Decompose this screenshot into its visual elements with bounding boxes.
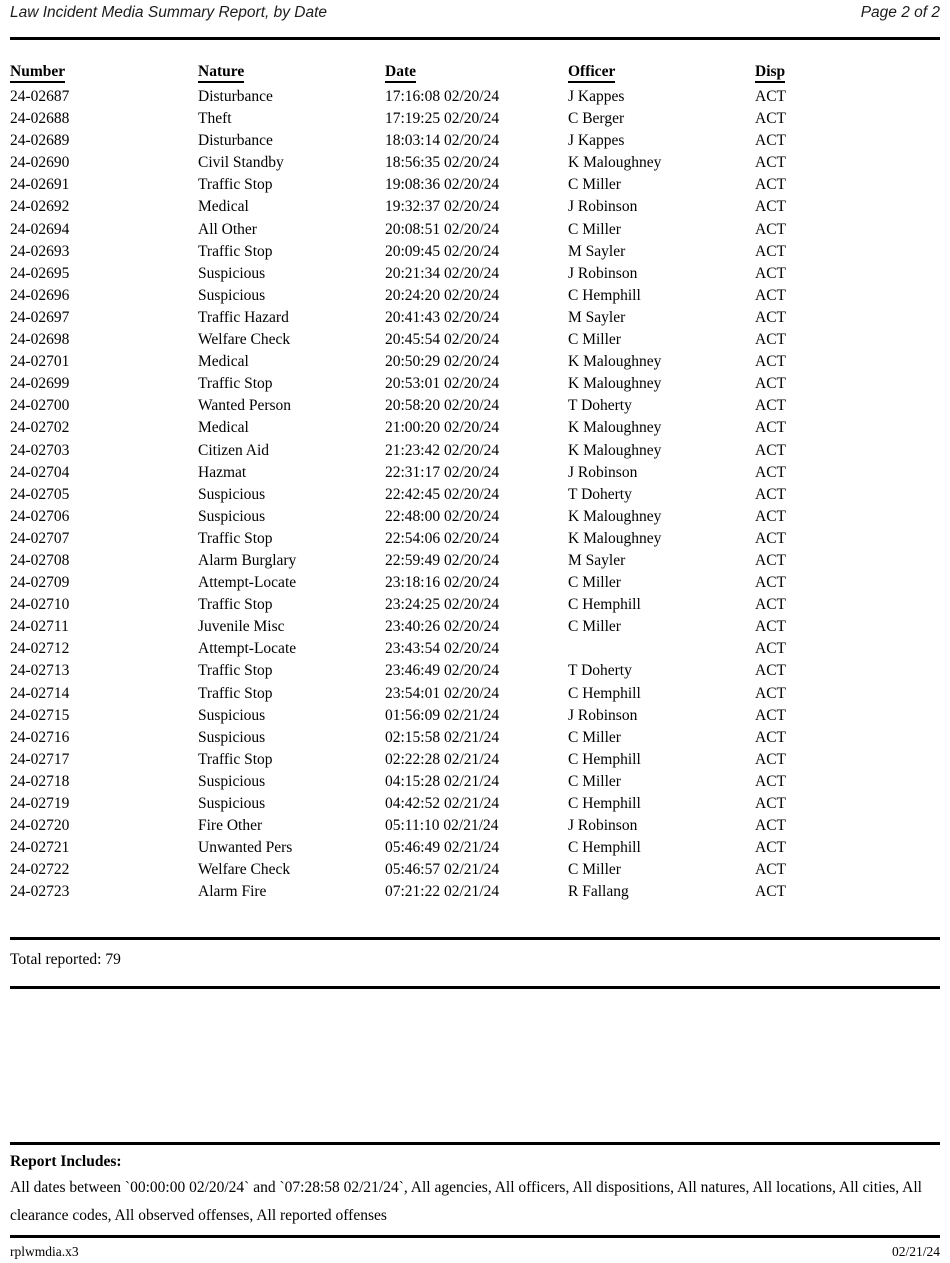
- table-row: [10, 108, 940, 130]
- cell-officer: K Maloughney: [568, 375, 662, 393]
- cell-date: 07:21:22 02/21/24: [385, 883, 500, 901]
- table-row: [10, 815, 940, 837]
- cell-disposition: ACT: [755, 397, 786, 415]
- cell-date: 22:59:49 02/20/24: [385, 551, 500, 569]
- cell-officer: C Miller: [568, 772, 621, 790]
- footer-date: 02/21/24: [891, 1244, 940, 1259]
- cell-date: 23:40:26 02/20/24: [385, 618, 500, 636]
- cell-disposition: ACT: [755, 485, 786, 503]
- report-includes-section: [10, 1153, 938, 1229]
- cell-nature: Juvenile Misc: [198, 618, 285, 636]
- cell-disposition: ACT: [755, 728, 786, 746]
- cell-disposition: ACT: [755, 551, 786, 569]
- cell-incident-number: 24-02702: [10, 419, 70, 437]
- cell-nature: Welfare Check: [198, 331, 291, 349]
- table-row: [10, 859, 940, 881]
- cell-nature: Alarm Fire: [198, 883, 267, 901]
- cell-nature: Disturbance: [198, 88, 273, 105]
- cell-disposition: ACT: [755, 463, 786, 481]
- cell-officer: C Hemphill: [568, 750, 641, 768]
- cell-date: 02:22:28 02/21/24: [385, 750, 500, 768]
- cell-date: 23:24:25 02/20/24: [385, 596, 500, 614]
- cell-incident-number: 24-02703: [10, 441, 70, 459]
- cell-disposition: ACT: [755, 750, 786, 768]
- cell-date: 05:11:10 02/21/24: [385, 817, 499, 835]
- footer-report-id: rplwmdia.x3: [10, 1244, 79, 1259]
- cell-incident-number: 24-02691: [10, 176, 70, 194]
- cell-date: 21:23:42 02/20/24: [385, 441, 500, 459]
- cell-incident-number: 24-02708: [10, 551, 70, 569]
- table-row: [10, 771, 940, 793]
- cell-date: 02:15:58 02/21/24: [385, 728, 500, 746]
- cell-date: 20:58:20 02/20/24: [385, 397, 500, 415]
- cell-nature: Suspicious: [198, 507, 266, 525]
- cell-incident-number: 24-02699: [10, 375, 70, 393]
- report-title: Law Incident Media Summary Report, by Date: [10, 4, 328, 21]
- table-row: [10, 285, 940, 307]
- cell-date: 23:46:49 02/20/24: [385, 662, 500, 680]
- cell-nature: Traffic Stop: [198, 176, 273, 194]
- table-row: [10, 528, 940, 550]
- cell-date: 19:32:37 02/20/24: [385, 198, 500, 216]
- cell-disposition: ACT: [755, 242, 786, 260]
- cell-officer: C Hemphill: [568, 795, 641, 812]
- cell-date: 23:18:16 02/20/24: [385, 574, 500, 592]
- cell-nature: Hazmat: [198, 463, 247, 481]
- cell-nature: Attempt-Locate: [198, 574, 297, 592]
- cell-nature: Suspicious: [198, 706, 266, 724]
- column-header-date: Date: [385, 63, 568, 86]
- cell-date: 17:19:25 02/20/24: [385, 110, 500, 128]
- cell-disposition: ACT: [755, 706, 786, 724]
- cell-officer: K Maloughney: [568, 419, 662, 437]
- cell-date: 04:15:28 02/21/24: [385, 772, 500, 790]
- cell-incident-number: 24-02706: [10, 507, 70, 525]
- cell-officer: C Berger: [568, 110, 625, 128]
- includes-divider: [10, 1142, 940, 1145]
- table-row: [10, 484, 940, 506]
- cell-date: 20:08:51 02/20/24: [385, 220, 500, 238]
- cell-officer: K Maloughney: [568, 529, 662, 547]
- cell-incident-number: 24-02704: [10, 463, 70, 481]
- cell-incident-number: 24-02690: [10, 154, 70, 172]
- cell-officer: J Robinson: [568, 264, 638, 282]
- cell-incident-number: 24-02696: [10, 286, 70, 304]
- cell-officer: T Doherty: [568, 485, 632, 503]
- cell-incident-number: 24-02722: [10, 861, 70, 879]
- cell-disposition: ACT: [755, 154, 786, 172]
- cell-nature: Medical: [198, 198, 249, 216]
- report-footer: [10, 1244, 940, 1260]
- cell-officer: C Hemphill: [568, 839, 641, 857]
- cell-officer: C Miller: [568, 618, 621, 636]
- report-includes-body: All dates between `00:00:00 02/20/24` and `07:28:58 02/21/24`, All agencies, All officers, All dispositions, All natures, All locations, All cities, All clearance codes, All observed offenses, All reported offenses: [10, 1179, 922, 1224]
- cell-disposition: ACT: [755, 839, 786, 857]
- cell-incident-number: 24-02713: [10, 662, 70, 680]
- cell-officer: M Sayler: [568, 242, 626, 260]
- cell-disposition: ACT: [755, 375, 786, 393]
- table-row: [10, 705, 940, 727]
- cell-incident-number: 24-02720: [10, 817, 70, 835]
- incident-table: [10, 63, 940, 903]
- table-row: [10, 196, 940, 218]
- cell-disposition: ACT: [755, 198, 786, 216]
- cell-date: 20:41:43 02/20/24: [385, 308, 500, 326]
- footer-divider: [10, 1235, 940, 1238]
- table-row: [10, 219, 940, 241]
- cell-incident-number: 24-02688: [10, 110, 70, 128]
- cell-nature: Suspicious: [198, 772, 266, 790]
- cell-date: 20:24:20 02/20/24: [385, 286, 500, 304]
- table-row: [10, 881, 940, 903]
- cell-disposition: ACT: [755, 662, 786, 680]
- cell-officer: C Miller: [568, 220, 621, 238]
- cell-disposition: ACT: [755, 308, 786, 326]
- table-row: [10, 727, 940, 749]
- cell-nature: Fire Other: [198, 817, 263, 835]
- column-header-officer: Officer: [568, 63, 755, 86]
- cell-officer: T Doherty: [568, 662, 632, 680]
- cell-incident-number: 24-02718: [10, 772, 70, 790]
- table-row: [10, 440, 940, 462]
- cell-disposition: ACT: [755, 883, 786, 901]
- cell-nature: Suspicious: [198, 286, 266, 304]
- cell-date: 17:16:08 02/20/24: [385, 88, 500, 105]
- total-divider-top: [10, 937, 940, 940]
- report-includes-heading: Report Includes:: [10, 1153, 122, 1170]
- table-row: [10, 417, 940, 439]
- cell-date: 21:00:20 02/20/24: [385, 419, 500, 437]
- cell-date: 22:42:45 02/20/24: [385, 485, 500, 503]
- cell-incident-number: 24-02697: [10, 308, 70, 326]
- cell-disposition: ACT: [755, 529, 786, 547]
- cell-disposition: ACT: [755, 132, 786, 150]
- table-row: [10, 594, 940, 616]
- table-row: [10, 395, 940, 417]
- cell-officer: R Fallang: [568, 883, 629, 901]
- cell-officer: K Maloughney: [568, 441, 662, 459]
- cell-disposition: ACT: [755, 640, 786, 658]
- table-row: [10, 329, 940, 351]
- cell-nature: Traffic Stop: [198, 375, 273, 393]
- cell-date: 04:42:52 02/21/24: [385, 795, 500, 812]
- cell-date: 22:31:17 02/20/24: [385, 463, 500, 481]
- cell-incident-number: 24-02709: [10, 574, 70, 592]
- cell-date: 23:43:54 02/20/24: [385, 640, 500, 658]
- cell-incident-number: 24-02710: [10, 596, 70, 614]
- cell-incident-number: 24-02700: [10, 397, 70, 415]
- cell-officer: C Miller: [568, 331, 621, 349]
- cell-nature: Wanted Person: [198, 397, 292, 415]
- cell-disposition: ACT: [755, 419, 786, 437]
- cell-officer: C Miller: [568, 176, 621, 194]
- cell-incident-number: 24-02695: [10, 264, 70, 282]
- cell-officer: C Miller: [568, 728, 621, 746]
- cell-disposition: ACT: [755, 795, 786, 812]
- cell-officer: J Kappes: [568, 132, 625, 150]
- page-indicator: Page 2 of 2: [860, 4, 940, 21]
- cell-officer: K Maloughney: [568, 507, 662, 525]
- cell-incident-number: 24-02715: [10, 706, 70, 724]
- table-row: [10, 572, 940, 594]
- cell-nature: Citizen Aid: [198, 441, 270, 459]
- report-header: [10, 4, 940, 22]
- cell-date: 22:54:06 02/20/24: [385, 529, 500, 547]
- cell-incident-number: 24-02701: [10, 353, 70, 371]
- cell-disposition: ACT: [755, 618, 786, 636]
- table-row: [10, 749, 940, 771]
- cell-nature: Traffic Hazard: [198, 308, 289, 326]
- cell-disposition: ACT: [755, 596, 786, 614]
- cell-date: 20:09:45 02/20/24: [385, 242, 500, 260]
- cell-officer: K Maloughney: [568, 353, 662, 371]
- cell-nature: Traffic Stop: [198, 529, 273, 547]
- table-row: [10, 86, 940, 108]
- cell-disposition: ACT: [755, 441, 786, 459]
- cell-nature: Theft: [198, 110, 232, 128]
- column-header-nature: Nature: [198, 63, 385, 86]
- table-row: [10, 462, 940, 484]
- cell-nature: Traffic Stop: [198, 662, 273, 680]
- cell-date: 05:46:49 02/21/24: [385, 839, 500, 857]
- cell-incident-number: 24-02689: [10, 132, 70, 150]
- cell-officer: J Kappes: [568, 88, 625, 105]
- table-row: [10, 152, 940, 174]
- cell-disposition: ACT: [755, 507, 786, 525]
- table-row: [10, 351, 940, 373]
- cell-incident-number: 24-02721: [10, 839, 70, 857]
- total-reported: Total reported: 79: [10, 951, 121, 968]
- cell-incident-number: 24-02711: [10, 618, 69, 636]
- cell-incident-number: 24-02692: [10, 198, 70, 216]
- cell-incident-number: 24-02723: [10, 883, 70, 901]
- cell-officer: M Sayler: [568, 551, 626, 569]
- header-divider: [10, 37, 940, 40]
- cell-officer: C Hemphill: [568, 286, 641, 304]
- table-row: [10, 660, 940, 682]
- table-row: [10, 263, 940, 285]
- cell-disposition: ACT: [755, 574, 786, 592]
- cell-officer: C Hemphill: [568, 684, 641, 702]
- table-row: [10, 174, 940, 196]
- cell-officer: J Robinson: [568, 198, 638, 216]
- cell-nature: Medical: [198, 353, 249, 371]
- table-row: [10, 373, 940, 395]
- cell-incident-number: 24-02705: [10, 485, 70, 503]
- cell-date: 01:56:09 02/21/24: [385, 706, 500, 724]
- cell-nature: Medical: [198, 419, 249, 437]
- cell-nature: Unwanted Pers: [198, 839, 293, 857]
- cell-nature: Alarm Burglary: [198, 551, 297, 569]
- cell-nature: Traffic Stop: [198, 242, 273, 260]
- cell-date: 19:08:36 02/20/24: [385, 176, 500, 194]
- table-row: [10, 241, 940, 263]
- table-row: [10, 837, 940, 859]
- cell-date: 20:53:01 02/20/24: [385, 375, 500, 393]
- cell-date: 20:50:29 02/20/24: [385, 353, 500, 371]
- cell-date: 22:48:00 02/20/24: [385, 507, 500, 525]
- cell-nature: Attempt-Locate: [198, 640, 297, 658]
- cell-nature: Suspicious: [198, 264, 266, 282]
- cell-nature: Disturbance: [198, 132, 273, 150]
- cell-officer: M Sayler: [568, 308, 626, 326]
- cell-incident-number: 24-02716: [10, 728, 70, 746]
- cell-date: 20:21:34 02/20/24: [385, 264, 500, 282]
- cell-date: 23:54:01 02/20/24: [385, 684, 500, 702]
- cell-disposition: ACT: [755, 264, 786, 282]
- cell-disposition: ACT: [755, 353, 786, 371]
- table-row: [10, 550, 940, 572]
- cell-officer: T Doherty: [568, 397, 632, 415]
- cell-date: 05:46:57 02/21/24: [385, 861, 500, 879]
- cell-incident-number: 24-02717: [10, 750, 70, 768]
- cell-incident-number: 24-02712: [10, 640, 70, 658]
- cell-disposition: ACT: [755, 110, 786, 128]
- cell-officer: J Robinson: [568, 817, 638, 835]
- cell-incident-number: 24-02719: [10, 795, 70, 812]
- cell-disposition: ACT: [755, 176, 786, 194]
- cell-nature: Traffic Stop: [198, 596, 273, 614]
- cell-nature: Traffic Stop: [198, 684, 273, 702]
- cell-disposition: ACT: [755, 88, 786, 105]
- table-row: [10, 616, 940, 638]
- column-header-disp: Disp: [755, 63, 940, 86]
- cell-disposition: ACT: [755, 286, 786, 304]
- table-row: [10, 130, 940, 152]
- cell-officer: C Hemphill: [568, 596, 641, 614]
- cell-disposition: ACT: [755, 331, 786, 349]
- cell-incident-number: 24-02693: [10, 242, 70, 260]
- cell-officer: [568, 638, 755, 660]
- column-header-number: Number: [10, 63, 198, 86]
- cell-incident-number: 24-02694: [10, 220, 70, 238]
- cell-officer: J Robinson: [568, 706, 638, 724]
- cell-nature: All Other: [198, 220, 257, 238]
- cell-nature: Traffic Stop: [198, 750, 273, 768]
- cell-incident-number: 24-02707: [10, 529, 70, 547]
- cell-disposition: ACT: [755, 861, 786, 879]
- cell-officer: C Miller: [568, 861, 621, 879]
- cell-officer: K Maloughney: [568, 154, 662, 172]
- cell-nature: Welfare Check: [198, 861, 291, 879]
- table-body: [10, 86, 940, 903]
- cell-date: 18:56:35 02/20/24: [385, 154, 500, 172]
- table-row: [10, 683, 940, 705]
- cell-officer: J Robinson: [568, 463, 638, 481]
- cell-incident-number: 24-02698: [10, 331, 70, 349]
- cell-nature: Suspicious: [198, 795, 266, 812]
- cell-date: 20:45:54 02/20/24: [385, 331, 500, 349]
- total-divider-bottom: [10, 986, 940, 989]
- table-header-row: [10, 63, 940, 86]
- cell-date: 18:03:14 02/20/24: [385, 132, 500, 150]
- cell-disposition: ACT: [755, 220, 786, 238]
- table-row: [10, 506, 940, 528]
- cell-nature: Suspicious: [198, 485, 266, 503]
- cell-disposition: ACT: [755, 684, 786, 702]
- cell-nature: Civil Standby: [198, 154, 284, 172]
- cell-disposition: ACT: [755, 817, 786, 835]
- table-row: [10, 307, 940, 329]
- table-row: [10, 638, 940, 660]
- cell-incident-number: 24-02714: [10, 684, 70, 702]
- table-row: [10, 793, 940, 815]
- cell-disposition: ACT: [755, 772, 786, 790]
- cell-incident-number: 24-02687: [10, 88, 70, 105]
- cell-officer: C Miller: [568, 574, 621, 592]
- cell-nature: Suspicious: [198, 728, 266, 746]
